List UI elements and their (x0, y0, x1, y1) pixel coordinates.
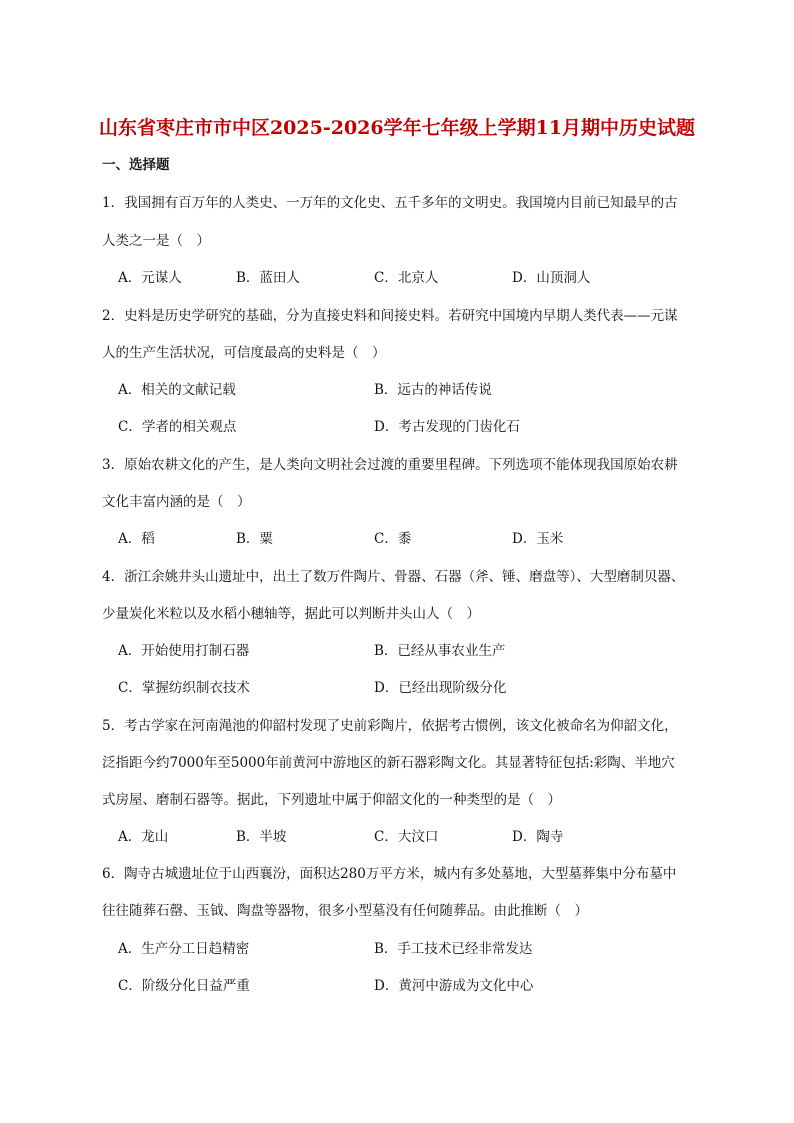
question-6-option-b: B．手工技术已经非常发达 (374, 941, 533, 957)
section-heading: 一、选择题 (102, 157, 170, 173)
question-2-option-a: A．相关的文献记载 (118, 382, 236, 398)
question-5-line-3: 式房屋、磨制石器等。据此，下列遗址中属于仰韶文化的一种类型的是（ ） (102, 792, 561, 808)
question-1-option-a: A．元谋人 (118, 270, 182, 286)
question-1-option-d: D．山顶洞人 (512, 270, 591, 286)
question-3-option-b: B．粟 (236, 531, 273, 547)
question-4-option-d: D．已经出现阶级分化 (374, 680, 507, 696)
question-5-line-2: 泛指距今约7000年至5000年前黄河中游地区的新石器彩陶文化。其显著特征包括:彩陶、半地穴 (102, 755, 675, 771)
question-4-option-a: A．开始使用打制石器 (118, 643, 250, 659)
question-3-line-2: 文化丰富内涵的是（ ） (102, 494, 251, 510)
question-5-option-a: A．龙山 (118, 829, 169, 845)
question-5-option-c: C．大汶口 (374, 829, 439, 845)
question-5-option-b: B．半坡 (236, 829, 287, 845)
question-6-option-d: D．黄河中游成为文化中心 (374, 978, 534, 994)
question-4-line-1: 4．浙江余姚井头山遗址中，出土了数万件陶片、骨器、石器（斧、锤、磨盘等）、大型磨制贝器、 (102, 569, 685, 585)
question-3-option-a: A．稻 (118, 531, 155, 547)
question-3-line-1: 3．原始农耕文化的产生，是人类向文明社会过渡的重要里程碑。下列选项不能体现我国原始农耕 (102, 457, 678, 473)
question-2-option-c: C．学者的相关观点 (118, 419, 237, 435)
question-2-line-2: 人的生产生活状况，可信度最高的史料是（ ） (102, 345, 386, 361)
question-2-line-1: 2．史料是历史学研究的基础，分为直接史料和间接史料。若研究中国境内早期人类代表——元谋 (102, 308, 678, 324)
question-2-option-d: D．考古发现的门齿化石 (374, 419, 520, 435)
exam-title: 山东省枣庄市市中区2025-2026学年七年级上学期11月期中历史试题 (98, 117, 696, 139)
question-5-option-d: D．陶寺 (512, 829, 564, 845)
question-3-option-c: C．黍 (374, 531, 412, 547)
question-6-option-a: A．生产分工日趋精密 (118, 941, 250, 957)
question-4-line-2: 少量炭化米粒以及水稻小穗轴等，据此可以判断井头山人（ ） (102, 606, 480, 622)
question-5-line-1: 5．考古学家在河南渑池的仰韶村发现了史前彩陶片，依据考古惯例，该文化被命名为仰韶文化， (102, 718, 678, 734)
question-6-line-2: 往往随葬石罄、玉钺、陶盘等器物，很多小型墓没有任何随葬品。由此推断（ ） (102, 903, 588, 919)
question-1-line-1: 1．我国拥有百万年的人类史、一万年的文化史、五千多年的文明史。我国境内目前已知最早的古 (102, 195, 678, 211)
question-1-option-b: B．蓝田人 (236, 270, 300, 286)
question-2-option-b: B．远古的神话传说 (374, 382, 492, 398)
question-6-option-c: C．阶级分化日益严重 (118, 978, 250, 994)
question-4-option-b: B．已经从事农业生产 (374, 643, 506, 659)
question-1-line-2: 人类之一是（ ） (102, 233, 210, 249)
question-3-option-d: D．玉米 (512, 531, 564, 547)
question-1-option-c: C．北京人 (374, 270, 439, 286)
question-4-option-c: C．掌握纺织制衣技术 (118, 680, 250, 696)
question-6-line-1: 6．陶寺古城遗址位于山西襄汾，面积达280万平方米，城内有多处墓地，大型墓葬集中分布墓中 (102, 866, 677, 882)
